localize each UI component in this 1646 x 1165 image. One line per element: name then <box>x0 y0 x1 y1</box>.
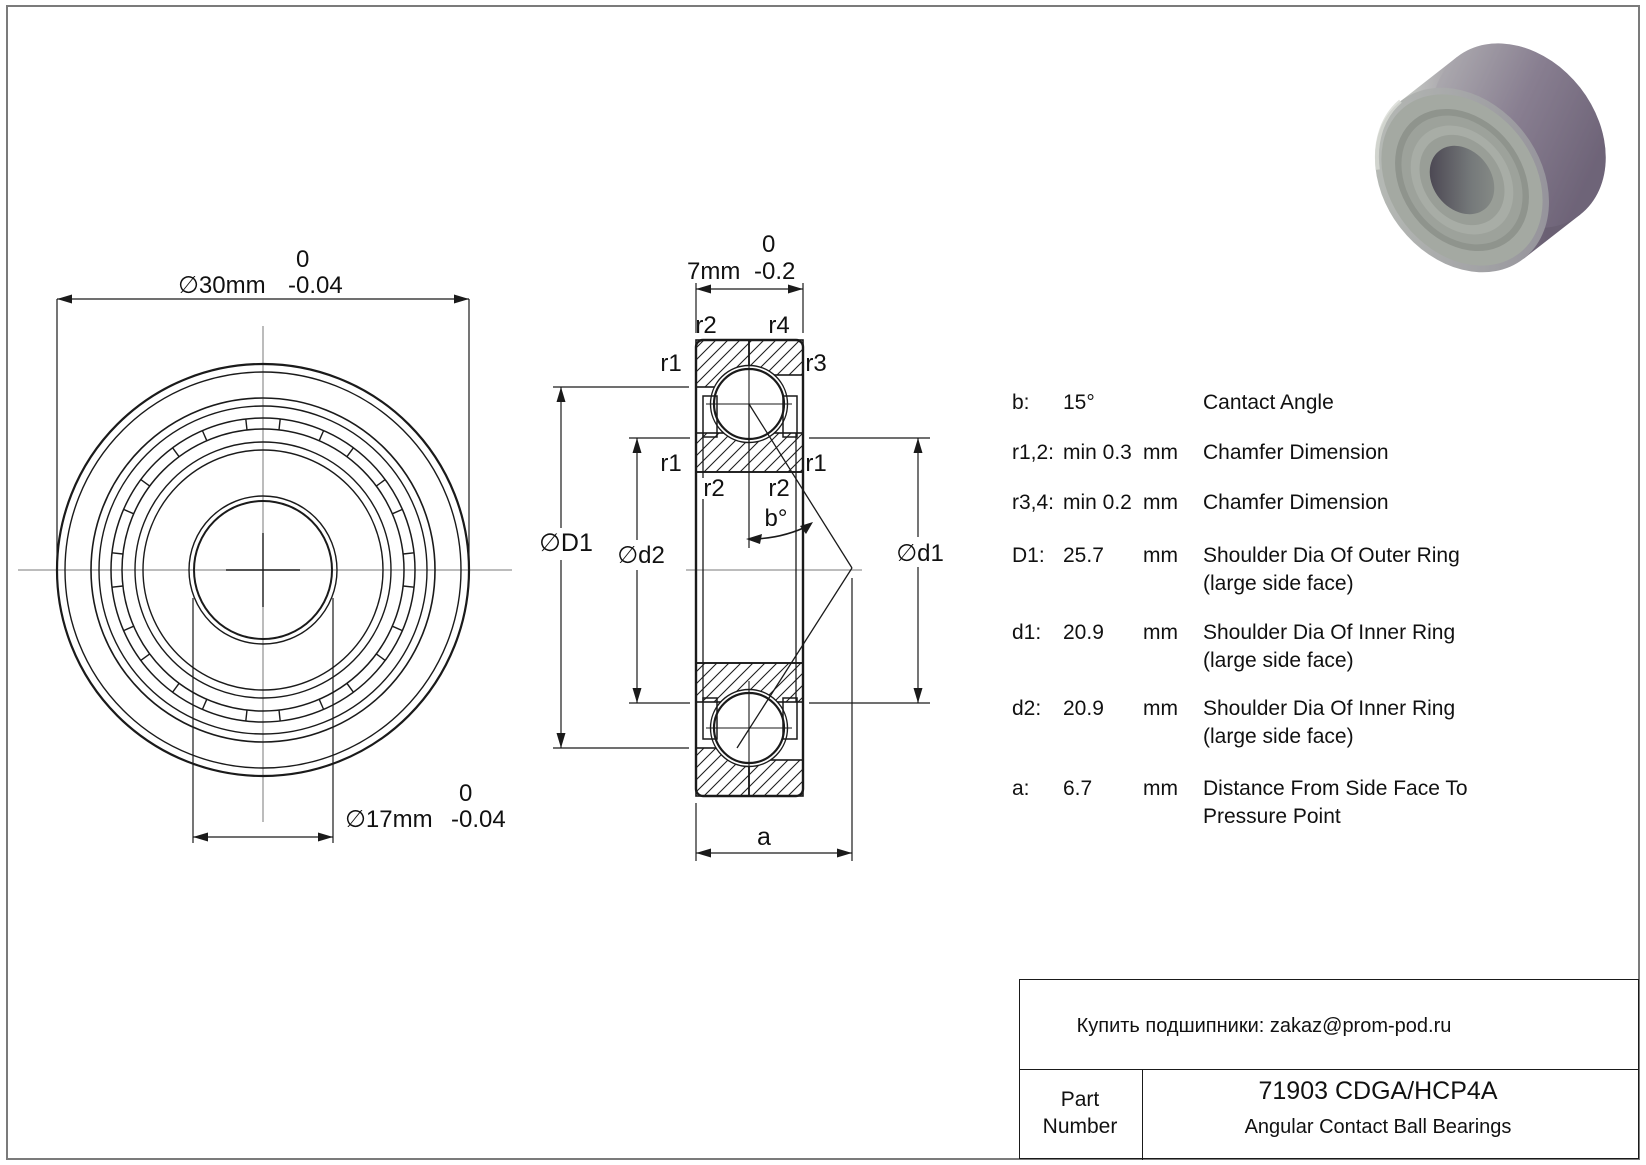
spec-value: 6.7 <box>1063 777 1093 800</box>
front-view-centerlines <box>18 326 512 822</box>
spec-desc: Shoulder Dia Of Outer Ring <box>1203 544 1460 567</box>
section-view <box>660 312 862 796</box>
spec-value: min 0.3 <box>1063 441 1132 464</box>
label-r2-inner-right: r2 <box>768 475 790 502</box>
width-dim-tol-lower: -0.2 <box>754 258 796 285</box>
spec-label: r1,2: <box>1012 441 1055 464</box>
spec-desc: Chamfer Dimension <box>1203 441 1389 464</box>
spec-label: r3,4: <box>1012 491 1055 514</box>
spec-value: 25.7 <box>1063 544 1104 567</box>
spec-value: 20.9 <box>1063 697 1104 720</box>
contact-angle-label: b° <box>764 505 788 532</box>
spec-unit: mm <box>1143 621 1178 644</box>
label-r1-upper-left: r1 <box>660 350 682 377</box>
spec-desc: Shoulder Dia Of Inner Ring <box>1203 621 1456 644</box>
label-r2-top-left: r2 <box>695 312 717 339</box>
spec-unit: mm <box>1143 697 1178 720</box>
label-r2-inner-left: r2 <box>703 475 725 502</box>
spec-label: a: <box>1012 777 1030 800</box>
spec-value: 15° <box>1063 391 1095 414</box>
spec-unit: mm <box>1143 544 1178 567</box>
part-number-value: 71903 CDGA/HCP4A <box>1258 1077 1498 1105</box>
label-dia-D1: ∅D1 <box>539 529 593 557</box>
dim-d2 <box>612 438 690 703</box>
label-dia-d1: ∅d1 <box>896 540 944 567</box>
title-block <box>1019 979 1639 1159</box>
label-dia-d2: ∅d2 <box>617 542 665 569</box>
contact-cell <box>1020 980 1638 1070</box>
outer-dim-text: ∅30mm <box>178 272 266 299</box>
spec-value: 20.9 <box>1063 621 1104 644</box>
spec-unit: mm <box>1143 777 1178 800</box>
spec-desc: Chamfer Dimension <box>1203 491 1389 514</box>
spec-unit: mm <box>1143 441 1178 464</box>
spec-value: min 0.2 <box>1063 491 1132 514</box>
spec-label: d2: <box>1012 697 1042 720</box>
part-number-label: Part <box>1060 1088 1100 1111</box>
spec-label: d1: <box>1012 621 1042 644</box>
spec-unit: mm <box>1143 491 1178 514</box>
label-r3-upper-right: r3 <box>805 350 827 377</box>
bore-dim-tol-upper: 0 <box>459 780 473 807</box>
part-number-label: Number <box>1042 1115 1118 1138</box>
center-crosshair <box>226 533 300 607</box>
spec-label: b: <box>1012 391 1030 414</box>
outer-dim-tol-upper: 0 <box>296 246 310 273</box>
bearing-photo <box>1339 9 1642 307</box>
front-view <box>18 326 512 822</box>
label-r1-mid-right: r1 <box>805 450 827 477</box>
spec-desc: Cantact Angle <box>1203 391 1334 414</box>
bore-dim-text: ∅17mm <box>345 806 433 833</box>
contact-line: Купить подшипники: zakaz@prom-pod.ru <box>1076 1015 1452 1037</box>
spec-desc: Distance From Side Face To <box>1203 777 1468 800</box>
label-r4-top-right: r4 <box>768 312 790 339</box>
outer-dim-tol-lower: -0.04 <box>288 272 343 299</box>
spec-table: b: 15° Cantact Angle r1,2: min 0.3 mm Chamfer Dimension r3,4: min 0.2 mm Chamfer Dimension D1: 25.7 mm Shoulder Dia Of Outer Ring (large side face) d1: 20.9 mm Shoulder Dia Of Inner Ring (large side face) d2: 20.9 mm Shoulder Dia Of Inner Ring (large side face) a: 6.7 mm Distance From Side Face To Pressure Point <box>1012 391 1468 828</box>
title-block-divider <box>1142 1070 1143 1160</box>
width-dim-text: 7mm <box>687 258 741 285</box>
label-distance-a: a <box>757 823 771 851</box>
width-dim-tol-upper: 0 <box>762 231 776 258</box>
spec-desc: Shoulder Dia Of Inner Ring <box>1203 697 1456 720</box>
bearing-category: Angular Contact Ball Bearings <box>1244 1116 1512 1138</box>
label-r1-mid-left: r1 <box>660 450 682 477</box>
spec-label: D1: <box>1012 544 1045 567</box>
bore-dim-tol-lower: -0.04 <box>451 806 506 833</box>
